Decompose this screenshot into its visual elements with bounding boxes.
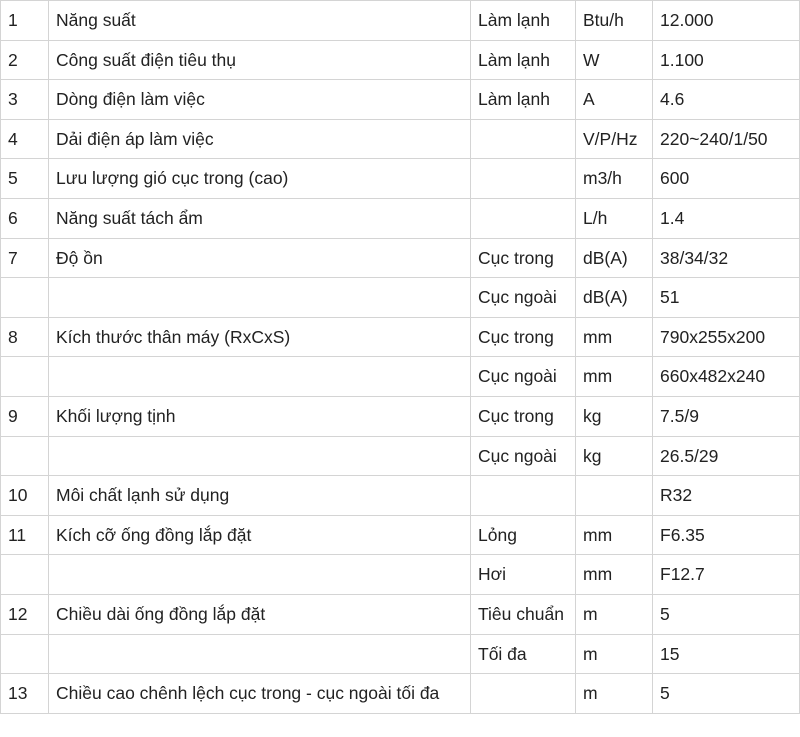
unit-cell: m xyxy=(576,594,653,634)
table-row xyxy=(1,238,800,278)
unit-cell: m xyxy=(576,674,653,714)
row-number-cell: 7 xyxy=(1,238,49,278)
value-cell: 600 xyxy=(653,159,800,199)
unit-cell: V/P/Hz xyxy=(576,119,653,159)
table-row xyxy=(1,317,800,357)
unit-cell: mm xyxy=(576,555,653,595)
condition-cell: Hơi xyxy=(471,555,576,595)
value-cell: 660x482x240 xyxy=(653,357,800,397)
row-number-cell: 1 xyxy=(1,1,49,41)
row-number-cell: 9 xyxy=(1,396,49,436)
spec-name-cell: Kích thước thân máy (RxCxS) xyxy=(49,317,471,357)
table-row xyxy=(1,198,800,238)
value-cell: F12.7 xyxy=(653,555,800,595)
spec-name-cell xyxy=(49,555,471,595)
row-number-cell xyxy=(1,357,49,397)
condition-cell: Làm lạnh xyxy=(471,80,576,120)
condition-cell: Lỏng xyxy=(471,515,576,555)
condition-cell: Tối đa xyxy=(471,634,576,674)
spec-name-cell xyxy=(49,357,471,397)
condition-cell: Cục trong xyxy=(471,238,576,278)
unit-cell: mm xyxy=(576,357,653,397)
table-row xyxy=(1,396,800,436)
spec-name-cell: Chiều cao chênh lệch cục trong - cục ngoài tối đa xyxy=(49,674,471,714)
row-number-cell: 5 xyxy=(1,159,49,199)
spec-name-cell: Dòng điện làm việc xyxy=(49,80,471,120)
condition-cell: Cục ngoài xyxy=(471,278,576,318)
value-cell: 38/34/32 xyxy=(653,238,800,278)
value-cell: 5 xyxy=(653,674,800,714)
condition-cell: Cục trong xyxy=(471,317,576,357)
value-cell: 7.5/9 xyxy=(653,396,800,436)
table-row xyxy=(1,357,800,397)
table-row xyxy=(1,278,800,318)
value-cell: 220~240/1/50 xyxy=(653,119,800,159)
unit-cell: Btu/h xyxy=(576,1,653,41)
row-number-cell xyxy=(1,634,49,674)
table-row xyxy=(1,555,800,595)
unit-cell: mm xyxy=(576,515,653,555)
value-cell: 51 xyxy=(653,278,800,318)
unit-cell: A xyxy=(576,80,653,120)
value-cell: 790x255x200 xyxy=(653,317,800,357)
spec-name-cell: Lưu lượng gió cục trong (cao) xyxy=(49,159,471,199)
value-cell: 1.100 xyxy=(653,40,800,80)
table-row xyxy=(1,80,800,120)
unit-cell: m3/h xyxy=(576,159,653,199)
spec-name-cell: Môi chất lạnh sử dụng xyxy=(49,476,471,516)
spec-name-cell: Kích cỡ ống đồng lắp đặt xyxy=(49,515,471,555)
spec-name-cell xyxy=(49,278,471,318)
row-number-cell: 10 xyxy=(1,476,49,516)
table-row xyxy=(1,1,800,41)
value-cell: 15 xyxy=(653,634,800,674)
condition-cell xyxy=(471,119,576,159)
table-row xyxy=(1,476,800,516)
value-cell: 5 xyxy=(653,594,800,634)
row-number-cell: 3 xyxy=(1,80,49,120)
condition-cell xyxy=(471,674,576,714)
spec-name-cell xyxy=(49,436,471,476)
unit-cell: kg xyxy=(576,436,653,476)
spec-name-cell: Công suất điện tiêu thụ xyxy=(49,40,471,80)
table-row xyxy=(1,515,800,555)
row-number-cell: 13 xyxy=(1,674,49,714)
unit-cell: W xyxy=(576,40,653,80)
table-row xyxy=(1,40,800,80)
spec-table-body xyxy=(1,1,800,714)
table-row xyxy=(1,436,800,476)
unit-cell: mm xyxy=(576,317,653,357)
row-number-cell xyxy=(1,436,49,476)
value-cell: 1.4 xyxy=(653,198,800,238)
condition-cell: Làm lạnh xyxy=(471,1,576,41)
table-row xyxy=(1,674,800,714)
unit-cell: L/h xyxy=(576,198,653,238)
value-cell: 4.6 xyxy=(653,80,800,120)
value-cell: F6.35 xyxy=(653,515,800,555)
value-cell: 12.000 xyxy=(653,1,800,41)
condition-cell: Cục ngoài xyxy=(471,436,576,476)
table-row xyxy=(1,634,800,674)
unit-cell: dB(A) xyxy=(576,238,653,278)
spec-name-cell: Khối lượng tịnh xyxy=(49,396,471,436)
row-number-cell: 4 xyxy=(1,119,49,159)
row-number-cell: 12 xyxy=(1,594,49,634)
condition-cell xyxy=(471,198,576,238)
unit-cell: dB(A) xyxy=(576,278,653,318)
condition-cell: Làm lạnh xyxy=(471,40,576,80)
spec-name-cell: Độ ồn xyxy=(49,238,471,278)
spec-name-cell xyxy=(49,634,471,674)
unit-cell: m xyxy=(576,634,653,674)
row-number-cell xyxy=(1,555,49,595)
unit-cell xyxy=(576,476,653,516)
condition-cell: Tiêu chuẩn xyxy=(471,594,576,634)
spec-name-cell: Năng suất xyxy=(49,1,471,41)
spec-name-cell: Dải điện áp làm việc xyxy=(49,119,471,159)
row-number-cell: 2 xyxy=(1,40,49,80)
value-cell: R32 xyxy=(653,476,800,516)
condition-cell xyxy=(471,159,576,199)
unit-cell: kg xyxy=(576,396,653,436)
row-number-cell xyxy=(1,278,49,318)
value-cell: 26.5/29 xyxy=(653,436,800,476)
spec-name-cell: Năng suất tách ẩm xyxy=(49,198,471,238)
table-row xyxy=(1,594,800,634)
spec-name-cell: Chiều dài ống đồng lắp đặt xyxy=(49,594,471,634)
row-number-cell: 8 xyxy=(1,317,49,357)
condition-cell xyxy=(471,476,576,516)
table-row xyxy=(1,119,800,159)
condition-cell: Cục trong xyxy=(471,396,576,436)
table-row xyxy=(1,159,800,199)
condition-cell: Cục ngoài xyxy=(471,357,576,397)
row-number-cell: 11 xyxy=(1,515,49,555)
row-number-cell: 6 xyxy=(1,198,49,238)
